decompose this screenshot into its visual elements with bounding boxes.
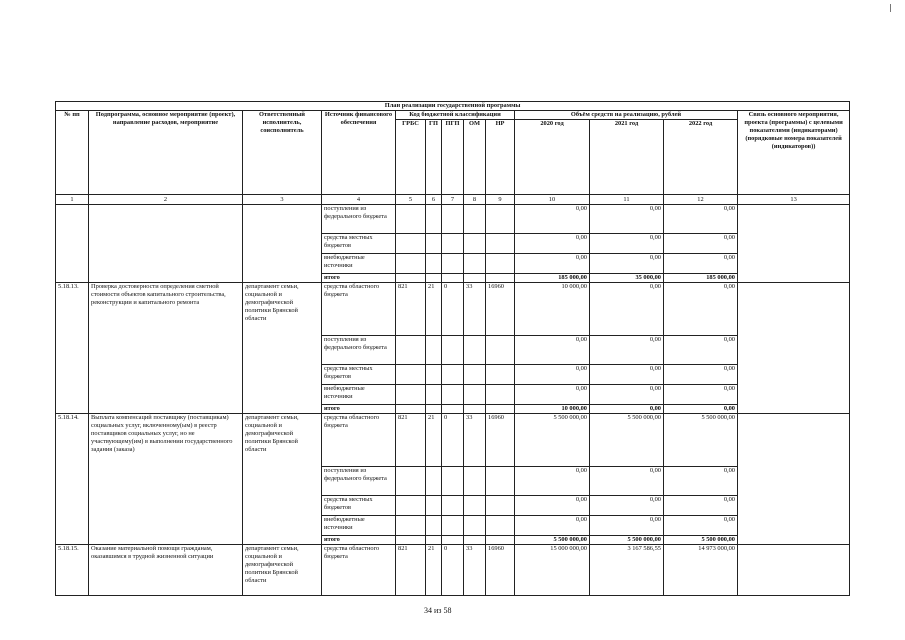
table-row [56,205,850,234]
code-gp: 21 [426,545,442,596]
amount-2021: 0,00 [590,336,664,365]
amount-2021: 0,00 [590,205,664,234]
code-cell [442,365,464,385]
code-cell [442,467,464,496]
total-2021: 0,00 [590,405,664,414]
amount-2022: 14 973 000,00 [664,545,738,596]
amount-2022: 0,00 [664,467,738,496]
amount-2020: 15 000 000,00 [515,545,590,596]
code-cell [426,336,442,365]
code-cell [396,365,426,385]
measure-responsible: департамент семьи, социальной и демографической политики Брянской области [243,283,322,414]
header-link: Связь основного мероприятия, проекта (программы) с целевыми показателями (индикаторами) (порядковые номера показателей (индикаторов)) [738,111,850,195]
amount-2022: 0,00 [664,496,738,516]
total-2022: 0,00 [664,405,738,414]
code-nr: 16960 [486,283,515,336]
page-number: 34 из 58 [424,606,452,615]
source-label-total: итого [322,274,396,283]
source-label-total: итого [322,536,396,545]
code-om: 33 [464,283,486,336]
total-2020: 5 500 000,00 [515,536,590,545]
code-pgp: 0 [442,414,464,467]
code-cell [464,274,486,283]
code-cell [396,405,426,414]
code-cell [464,385,486,405]
source-label: средства областного бюджета [322,283,396,336]
column-number: 6 [426,195,442,205]
implementation-plan-table [55,101,850,596]
code-cell [486,336,515,365]
code-cell [464,496,486,516]
amount-2020: 0,00 [515,365,590,385]
code-cell [396,234,426,254]
header-grbs: ГРБС [396,120,426,195]
source-label: поступления из федерального бюджета [322,336,396,365]
code-cell [464,536,486,545]
code-cell [464,365,486,385]
code-gp: 21 [426,283,442,336]
column-number: 8 [464,195,486,205]
code-grbs: 821 [396,545,426,596]
amount-2022: 0,00 [664,385,738,405]
amount-2022: 0,00 [664,205,738,234]
amount-2022: 0,00 [664,234,738,254]
code-cell [464,405,486,414]
code-cell [464,467,486,496]
code-cell [426,516,442,536]
code-pgp: 0 [442,283,464,336]
header-budget-code: Код бюджетной классификации [396,111,515,120]
code-cell [396,254,426,274]
amount-2020: 0,00 [515,254,590,274]
source-label: средства областного бюджета [322,414,396,467]
measure-number: 5.18.15. [56,545,89,596]
amount-2021: 0,00 [590,283,664,336]
amount-2021: 0,00 [590,234,664,254]
code-cell [442,336,464,365]
code-cell [464,254,486,274]
amount-2020: 0,00 [515,336,590,365]
code-cell [442,385,464,405]
source-label-total: итого [322,405,396,414]
code-cell [486,405,515,414]
total-2021: 35 000,00 [590,274,664,283]
code-om: 33 [464,545,486,596]
amount-2021: 0,00 [590,516,664,536]
amount-2020: 0,00 [515,205,590,234]
code-cell [396,516,426,536]
code-cell [486,467,515,496]
total-2022: 5 500 000,00 [664,536,738,545]
code-cell [426,205,442,234]
measure-responsible: департамент семьи, социальной и демографической политики Брянской области [243,545,322,596]
page-edge-mark [890,4,891,12]
amount-2021: 3 167 586,55 [590,545,664,596]
code-cell [486,205,515,234]
amount-2022: 0,00 [664,336,738,365]
source-label: внебюджетные источники [322,254,396,274]
code-pgp: 0 [442,545,464,596]
code-nr: 16960 [486,414,515,467]
source-label: внебюджетные источники [322,516,396,536]
column-number: 9 [486,195,515,205]
code-cell [486,385,515,405]
code-cell [426,274,442,283]
code-cell [486,234,515,254]
amount-2020: 0,00 [515,467,590,496]
code-cell [442,516,464,536]
code-cell [396,536,426,545]
amount-2020: 5 500 000,00 [515,414,590,467]
cell-link [738,205,850,283]
column-numbers-row [56,195,850,205]
code-cell [426,405,442,414]
cell-link [738,414,850,545]
header-2021: 2021 год [590,120,664,195]
column-number: 2 [89,195,243,205]
code-om: 33 [464,414,486,467]
header-source: Источник финансового обеспечения [322,111,396,195]
code-cell [486,365,515,385]
code-cell [442,234,464,254]
amount-2021: 0,00 [590,365,664,385]
source-label: средства местных бюджетов [322,234,396,254]
code-cell [464,516,486,536]
header-nr: НР [486,120,515,195]
header-num: № пп [56,111,89,195]
amount-2022: 0,00 [664,283,738,336]
code-cell [396,336,426,365]
code-cell [486,536,515,545]
code-cell [396,496,426,516]
code-cell [442,536,464,545]
source-label: средства местных бюджетов [322,365,396,385]
code-cell [442,254,464,274]
column-number: 10 [515,195,590,205]
code-cell [396,205,426,234]
total-2021: 5 500 000,00 [590,536,664,545]
amount-2020: 0,00 [515,234,590,254]
source-label: средства местных бюджетов [322,496,396,516]
code-cell [396,467,426,496]
column-number: 4 [322,195,396,205]
amount-2021: 0,00 [590,467,664,496]
column-number: 12 [664,195,738,205]
cell-name [89,205,243,283]
table-row [56,545,850,596]
measure-number: 5.18.13. [56,283,89,414]
code-cell [442,274,464,283]
source-label: средства областного бюджета [322,545,396,596]
header-pgp: ПГП [442,120,464,195]
amount-2022: 5 500 000,00 [664,414,738,467]
code-cell [426,467,442,496]
amount-2020: 0,00 [515,385,590,405]
code-cell [426,385,442,405]
code-cell [426,536,442,545]
cell-num [56,205,89,283]
measure-name: Оказание материальной помощи гражданам, оказавшимся в трудной жизненной ситуации [89,545,243,596]
column-number: 7 [442,195,464,205]
code-cell [486,274,515,283]
code-cell [486,496,515,516]
source-label: поступления из федерального бюджета [322,467,396,496]
table-title: План реализации государственной программы [56,102,850,111]
code-cell [426,365,442,385]
column-number: 11 [590,195,664,205]
header-subprogram: Подпрограмма, основное мероприятие (проект), направление расходов, мероприятие [89,111,243,195]
amount-2020: 10 000,00 [515,283,590,336]
measure-responsible: департамент семьи, социальной и демографической политики Брянской области [243,414,322,545]
amount-2021: 0,00 [590,496,664,516]
total-2020: 185 000,00 [515,274,590,283]
header-gp: ГП [426,120,442,195]
column-number: 3 [243,195,322,205]
measure-name: Проверка достоверности определения сметной стоимости объектов капитального строительства, реконструкции и капитального ремонта [89,283,243,414]
code-cell [442,405,464,414]
amount-2020: 0,00 [515,496,590,516]
code-grbs: 821 [396,414,426,467]
header-volume: Объём средств на реализацию, рублей [515,111,738,120]
column-number: 5 [396,195,426,205]
amount-2022: 0,00 [664,365,738,385]
amount-2021: 0,00 [590,254,664,274]
code-grbs: 821 [396,283,426,336]
source-label: внебюджетные источники [322,385,396,405]
source-label: поступления из федерального бюджета [322,205,396,234]
code-cell [464,234,486,254]
header-om: ОМ [464,120,486,195]
total-2022: 185 000,00 [664,274,738,283]
code-cell [396,385,426,405]
cell-responsible [243,205,322,283]
measure-name: Выплата компенсаций поставщику (поставщикам) социальных услуг, включенному(ым) в реестр поставщиков социальных услуг, но не участвующему(им) в выполнении государственного задания (заказа) [89,414,243,545]
cell-link [738,545,850,596]
code-gp: 21 [426,414,442,467]
amount-2022: 0,00 [664,516,738,536]
code-nr: 16960 [486,545,515,596]
measure-number: 5.18.14. [56,414,89,545]
code-cell [464,205,486,234]
code-cell [396,274,426,283]
header-2020: 2020 год [515,120,590,195]
total-2020: 10 000,00 [515,405,590,414]
header-responsible: Ответственный исполнитель, соисполнитель [243,111,322,195]
code-cell [464,336,486,365]
table-row [56,283,850,336]
column-number: 13 [738,195,850,205]
cell-link [738,283,850,414]
code-cell [426,254,442,274]
amount-2022: 0,00 [664,254,738,274]
code-cell [442,205,464,234]
code-cell [426,496,442,516]
amount-2020: 0,00 [515,516,590,536]
code-cell [486,254,515,274]
code-cell [426,234,442,254]
code-cell [442,496,464,516]
header-2022: 2022 год [664,120,738,195]
column-number: 1 [56,195,89,205]
table-row [56,414,850,467]
code-cell [486,516,515,536]
amount-2021: 5 500 000,00 [590,414,664,467]
amount-2021: 0,00 [590,385,664,405]
